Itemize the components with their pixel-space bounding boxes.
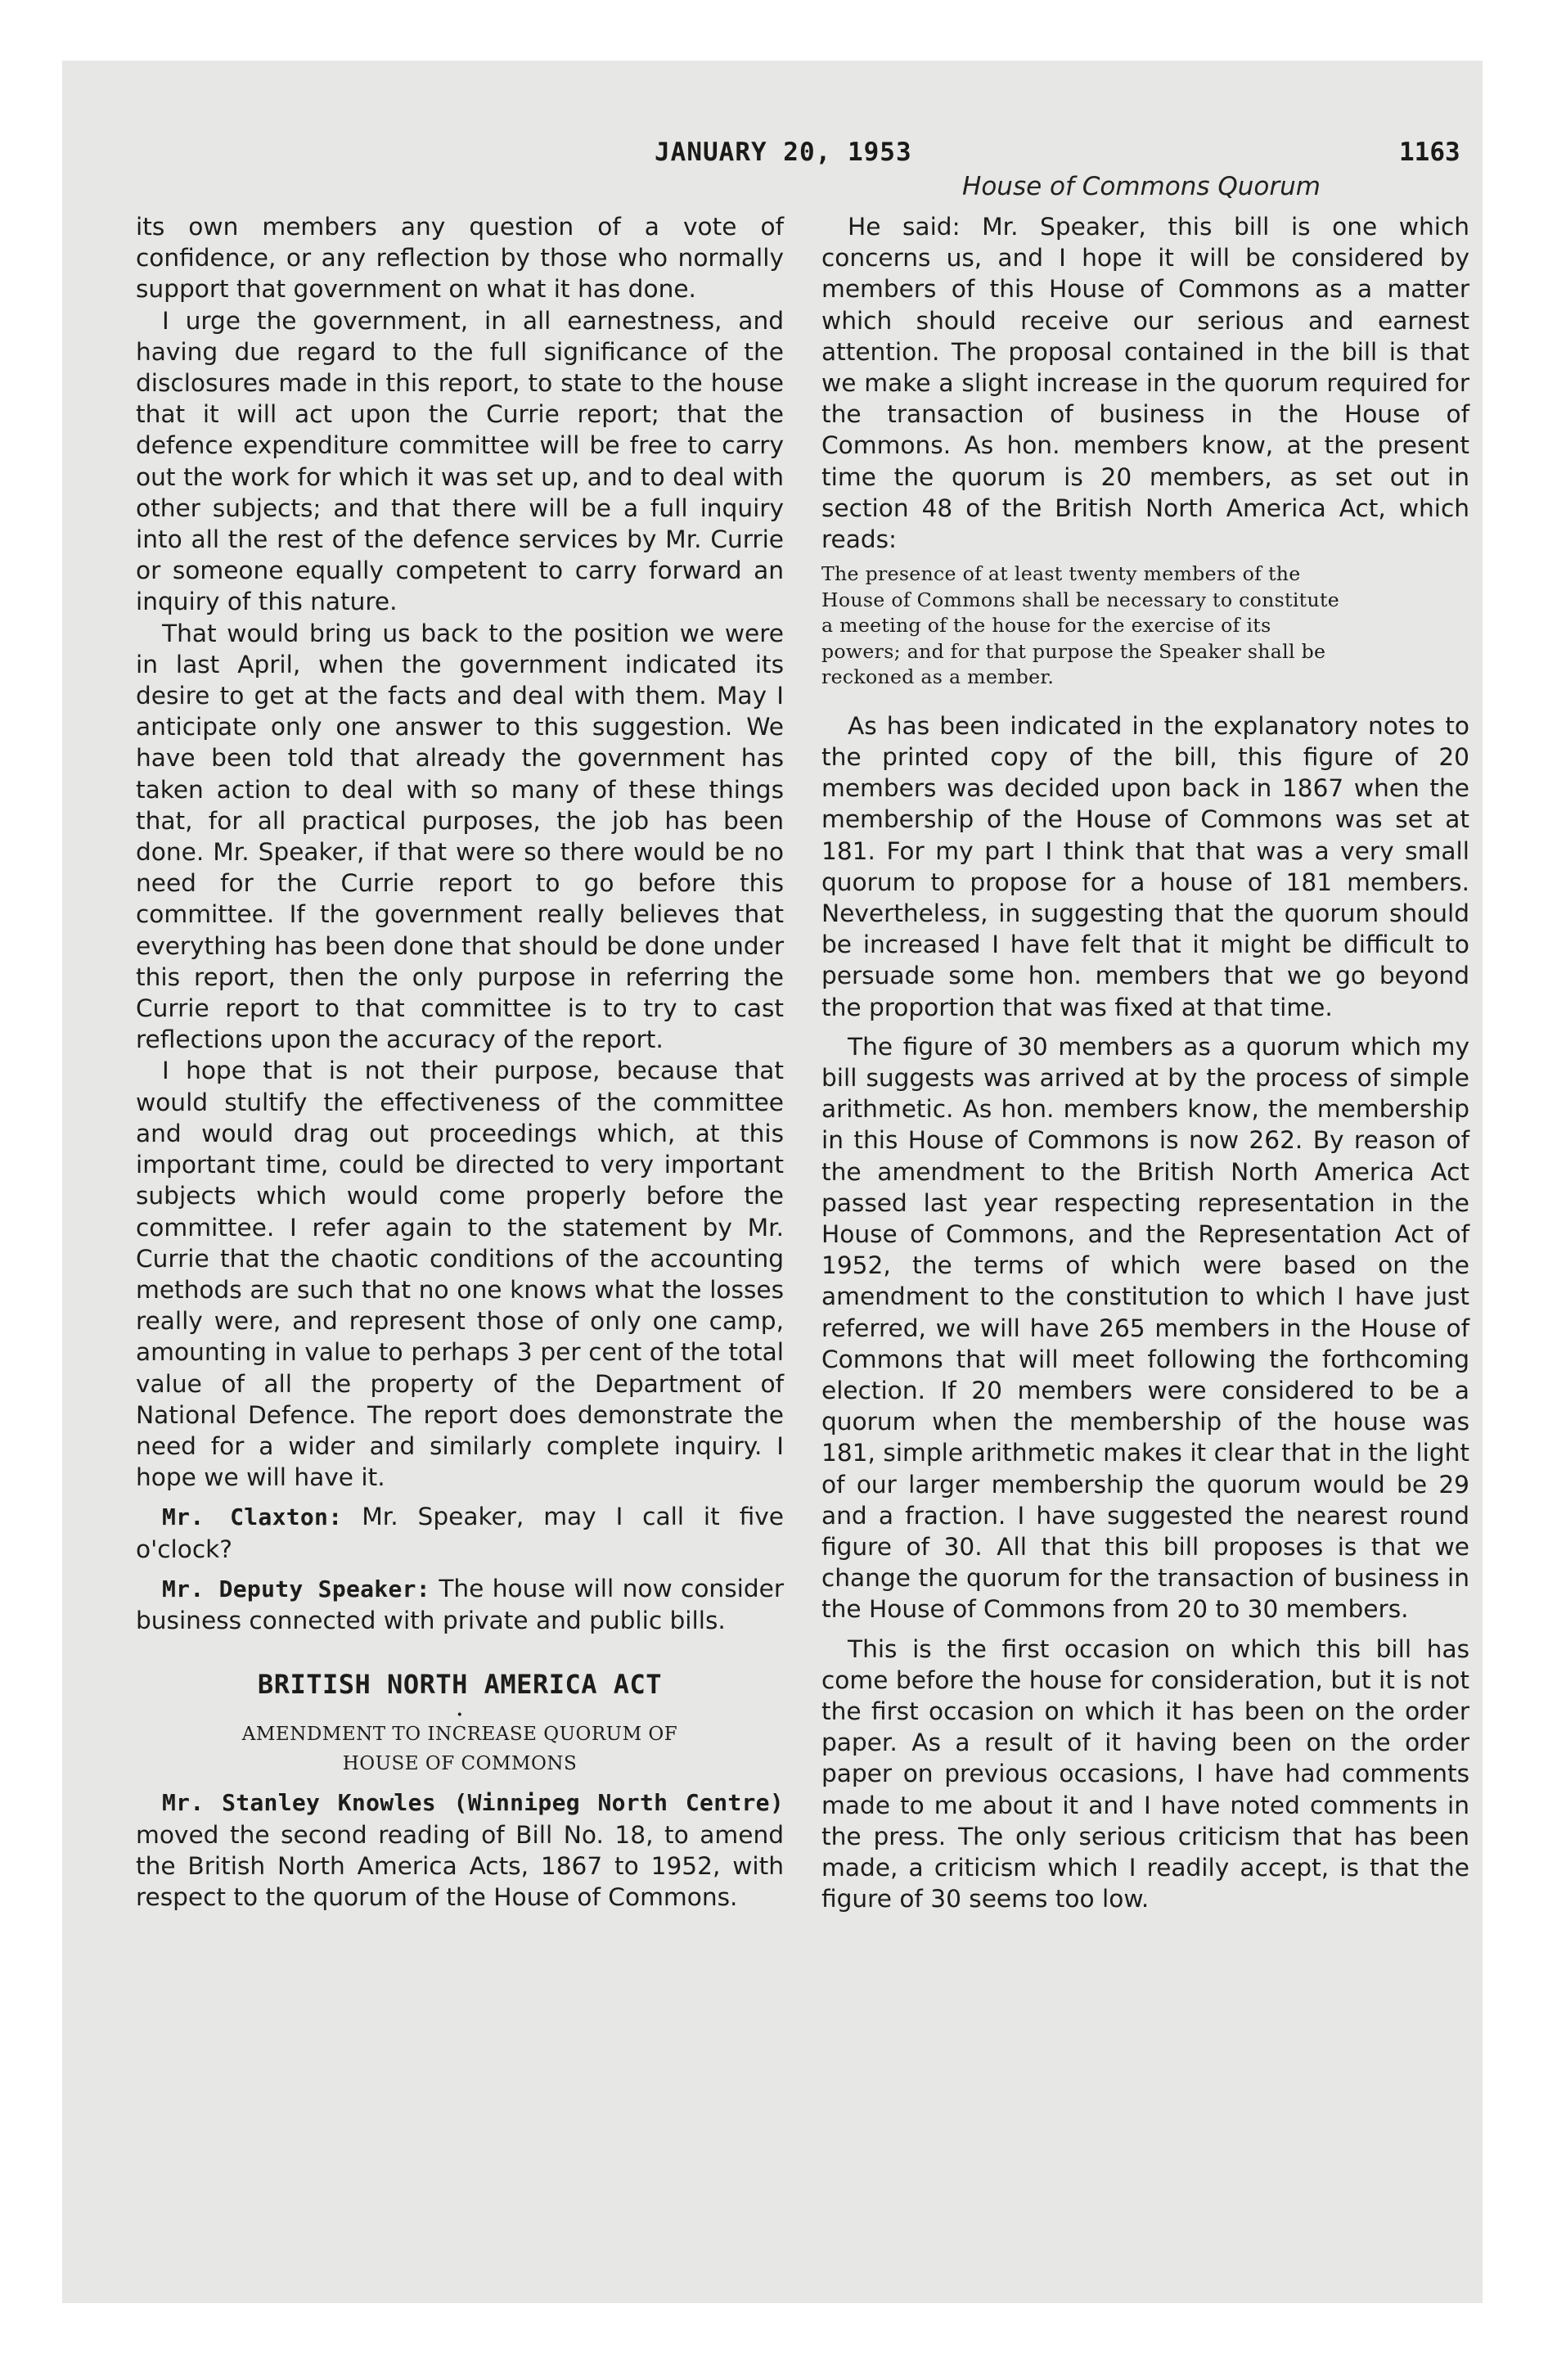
quote-line: House of Commons shall be necessary to constitute <box>821 588 1339 611</box>
paragraph: That would bring us back to the position we were in last April, when the government indicated its desire to get at the facts and deal with them. May I anticipate only one answer to this suggestion. We have been told that already the government has taken action to deal with so many of these things that, for all practical purposes, the job has been done. Mr. Speaker, if that were so there would be no need for the Currie report to go before this committee. If the government really believes that everything has been done that should be done under this report, then the only purpose in referring the Currie report to that committee is to try to cast reflections upon the accuracy of the report. <box>136 619 784 1054</box>
page-number: 1163 <box>1399 137 1460 167</box>
paragraph: its own members any question of a vote of confidence, or any reflection by those who normally support that government on what it has done. <box>136 213 784 304</box>
subheading-line: AMENDMENT TO INCREASE QUORUM OF <box>241 1724 678 1746</box>
speaker-name: Mr. Deputy Speaker: <box>162 1575 430 1602</box>
speech-text: moved the second reading of Bill No. 18, to amend the British North America Acts, 1867 to 1952, with respect to the quorum of the House of Commons. <box>136 1820 784 1911</box>
quote-line: reckoned as a member. <box>821 665 1055 689</box>
paragraph: This is the first occasion on which this bill has come before the house for consideration, but it is not the first occasion on which it has been on the order paper. As a result of it having been on the order paper on previous occasions, I have had comments made to me about it and I have noted comments in the press. The only serious criticism that has been made, a criticism which I readily accept, is that the figure of 30 seems too low. <box>821 1634 1469 1913</box>
paragraph: I hope that is not their purpose, because that would stultify the effectiveness of the committee and would drag out proceedings which, at this important time, could be directed to very important subjects which would come properly before the committee. I refer again to the statement by Mr. Currie that the chaotic conditions of the accounting methods are such that no one knows what the losses really were, and represent those of only one camp, amounting in value to perhaps 3 per cent of the total value of all the property of the Department of National Defence. The report does demonstrate the need for a wider and similarly complete inquiry. I hope we will have it. <box>136 1057 784 1492</box>
subheading-line: HOUSE OF COMMONS <box>342 1753 578 1775</box>
speech-deputy-speaker <box>136 1573 784 1636</box>
quote-line: powers; and for that purpose the Speaker shall be <box>821 639 1326 663</box>
paragraph: As has been indicated in the explanatory notes to the printed copy of the bill, this figure of 20 members was decided upon back in 1867 when the membership of the House of Commons was set at 181. For my part I think that that was a very small quorum to propose for a house of 181 members. Nevertheless, in suggesting that the quorum should be increased I have felt that it might be difficult to persuade some hon. members that we go beyond the proportion that was fixed at that time. <box>821 711 1469 1021</box>
running-head-date: JANUARY 20, 1953 <box>655 137 912 167</box>
speech-text: Mr. Speaker, may I call it five o'clock? <box>136 1503 784 1563</box>
speaker-name: Mr. Claxton: <box>162 1503 343 1531</box>
quote-line: The presence of at least twenty members of the <box>821 562 1301 586</box>
speech-claxton <box>136 1501 784 1564</box>
speech-text: The house will now consider business connected with private and public bills. <box>136 1574 784 1634</box>
paragraph: The figure of 30 members as a quorum which my bill suggests was arrived at by the process of simple arithmetic. As hon. members know, the membership in this House of Commons is now 262. By reason of the amendment to the British North America Act passed last year respecting representation in the House of Commons, and the Representation Act of 1952, the terms of which were based on the amendment to the constitution to which I have just referred, we will have 265 members in the House of Commons that will meet following the forthcoming election. If 20 members were considered to be a quorum when the membership of the house was 181, simple arithmetic makes it clear that in the light of our larger membership the quorum would be 29 and a fraction. I have suggested the nearest round figure of 30. All that this bill proposes is that we change the quorum for the transaction of business in the House of Commons from 20 to 30 members. <box>821 1032 1469 1624</box>
right-column <box>821 211 1469 1914</box>
statute-quotation <box>821 561 1469 691</box>
section-subheading <box>136 1711 784 1778</box>
section-running-title: House of Commons Quorum <box>962 172 1321 201</box>
speaker-name: Mr. Stanley Knowles (Winnipeg North Centre) <box>162 1789 784 1817</box>
bullet-icon: • <box>456 1709 464 1723</box>
left-column <box>136 211 784 1913</box>
paragraph: He said: Mr. Speaker, this bill is one which concerns us, and I hope it will be considered by members of this House of Commons as a matter which should receive our serious and earnest attention. The proposal contained in the bill is that we make a slight increase in the quorum required for the transaction of business in the House of Commons. As hon. members know, at the present time the quorum is 20 members, as set out in section 48 of the British North America Act, which reads: <box>821 213 1469 554</box>
speech-knowles <box>136 1787 784 1913</box>
section-heading: BRITISH NORTH AMERICA ACT <box>257 1669 663 1701</box>
paragraph: I urge the government, in all earnestness, and having due regard to the full significance of the disclosures made in this report, to state to the house that it will act upon the Currie report; that the defence expenditure committee will be free to carry out the work for which it was set up, and to deal with other subjects; and that there will be a full inquiry into all the rest of the defence services by Mr. Currie or someone equally competent to carry forward an inquiry of this nature. <box>136 306 784 616</box>
quote-line: a meeting of the house for the exercise of its <box>821 614 1271 638</box>
